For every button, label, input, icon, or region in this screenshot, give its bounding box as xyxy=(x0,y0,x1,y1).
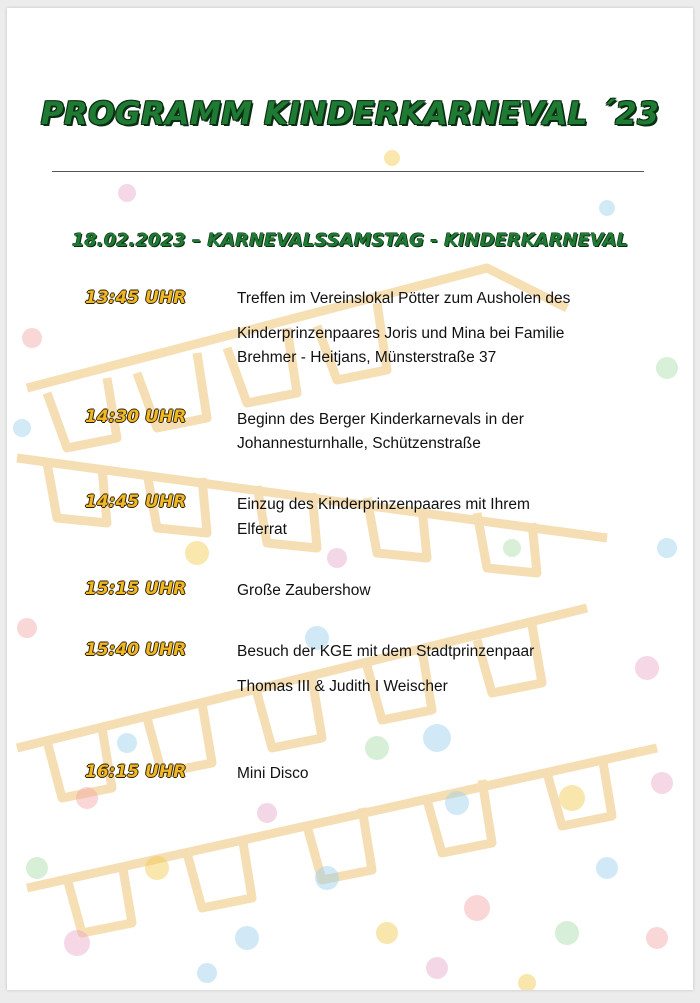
schedule-time: 15:15 UHR xyxy=(85,579,187,599)
schedule-time: 14:45 UHR xyxy=(85,492,187,512)
schedule-description-line: Johannesturnhalle, Schützenstraße xyxy=(237,435,481,452)
title-divider xyxy=(52,171,644,172)
page-title: PROGRAMM KINDERKARNEVAL ´23 xyxy=(40,96,660,132)
schedule-time: 15:40 UHR xyxy=(85,640,187,660)
confetti xyxy=(13,150,678,990)
schedule-description-line: Elferrat xyxy=(237,521,287,538)
program-page xyxy=(7,8,693,990)
date-heading: 18.02.2023 – KARNEVALSSAMSTAG - KINDERKARNEVAL xyxy=(71,230,629,251)
schedule-description-line: Mini Disco xyxy=(237,765,309,782)
schedule-time: 13:45 UHR xyxy=(85,288,187,308)
schedule-description-line: Kinderprinzenpaares Joris und Mina bei Familie xyxy=(237,325,565,342)
schedule-description-line: Große Zaubershow xyxy=(237,582,371,599)
schedule-description-line: Thomas III & Judith I Weischer xyxy=(237,678,448,695)
schedule-description-line: Einzug des Kinderprinzenpaares mit Ihrem xyxy=(237,496,530,513)
schedule-time: 14:30 UHR xyxy=(85,407,187,427)
schedule-description-line: Brehmer - Heitjans, Münsterstraße 37 xyxy=(237,349,497,366)
schedule-time: 16:15 UHR xyxy=(85,762,187,782)
schedule-description-line: Treffen im Vereinslokal Pötter zum Ausholen des xyxy=(237,290,571,307)
schedule-description-line: Beginn des Berger Kinderkarnevals in der xyxy=(237,411,524,428)
schedule-description-line: Besuch der KGE mit dem Stadtprinzenpaar xyxy=(237,643,535,660)
